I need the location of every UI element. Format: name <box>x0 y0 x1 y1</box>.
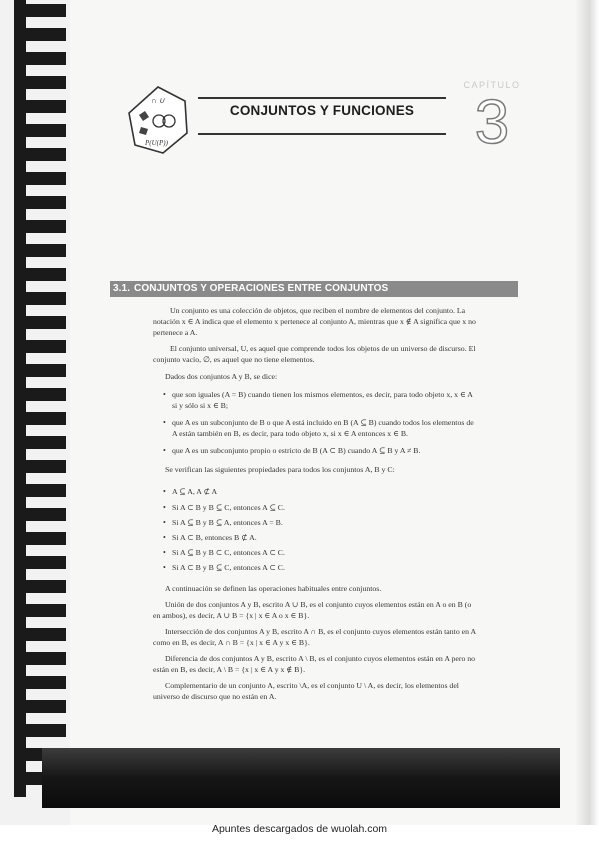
download-footer: Apuntes descargados de wuolah.com <box>211 823 388 835</box>
binding-tooth <box>26 172 66 185</box>
paragraph-line: conjunto vacío, ∅, es aquel que no tiene elementos. <box>153 355 315 364</box>
paragraph-line: pertenece a A. <box>153 328 198 337</box>
binding-tooth <box>26 412 66 425</box>
property-item: Si A ⊂ B y B ⊆ C, entonces A ⊂ C. <box>172 563 285 572</box>
binding-tooth <box>26 628 66 641</box>
binding-tooth <box>26 580 66 593</box>
binding-spine <box>14 0 26 797</box>
paragraph-line: El conjunto universal, U, es aquel que comprende todos los objetos de un universo de discurso. El <box>170 344 476 353</box>
property-item: Si A ⊆ B y B ⊆ A, entonces A = B. <box>172 518 283 527</box>
binding-tooth <box>26 244 66 257</box>
list-bullet: • <box>163 446 166 455</box>
definition-line: si y sólo si x ∈ B; <box>172 401 229 410</box>
chapter-number: 3 <box>474 88 510 157</box>
binding-tooth <box>26 268 66 281</box>
paragraph-line: Complementario de un conjunto A, escrito \A, es el conjunto U \ A, es decir, los elementos del <box>165 681 459 690</box>
paragraph-line: como en B, es decir, A ∩ B = {x | x ∈ A y x ∈ B}. <box>153 638 310 647</box>
binding-tooth <box>26 52 66 65</box>
chapter-rule-bottom <box>198 133 446 135</box>
binding-tooth <box>26 340 66 353</box>
property-item: Si A ⊆ B y B ⊂ C, entonces A ⊂ C. <box>172 548 285 557</box>
chapter-title: CONJUNTOS Y FUNCIONES <box>229 103 415 118</box>
binding-tooth <box>26 124 66 137</box>
paragraph-line: Un conjunto es una colección de objetos, que reciben el nombre de elementos del conjunto. La <box>170 306 466 315</box>
list-bullet: • <box>163 548 166 557</box>
paragraph-line: Unión de dos conjuntos A y B, escrito A ∪ B, es el conjunto cuyos elementos están en A o en B (o <box>165 600 472 609</box>
binding-tooth <box>26 652 66 665</box>
list-bullet: • <box>163 390 166 399</box>
binding-tooth <box>26 460 66 473</box>
binding-tooth <box>26 556 66 569</box>
definition-line: que son iguales (A = B) cuando tienen los mismos elementos, es decir, para todo objeto x, x ∈ A <box>172 390 473 399</box>
paragraph-line: notación x ∈ A indica que el elemento x pertenece al conjunto A, mientras que x ∉ A significa que x no <box>153 317 476 326</box>
spiral-binding <box>0 0 70 825</box>
list-bullet: • <box>163 503 166 512</box>
scan-bottom-shadow <box>42 748 560 808</box>
page-edge-shadow <box>575 0 599 825</box>
binding-tooth <box>26 484 66 497</box>
binding-tooth <box>26 700 66 713</box>
paragraph-line: Se verifican las siguientes propiedades para todos los conjuntos A, B y C: <box>165 465 395 474</box>
binding-tooth <box>26 604 66 617</box>
binding-tooth <box>26 316 66 329</box>
binding-tooth <box>26 724 66 737</box>
binding-tooth <box>26 148 66 161</box>
svg-text:P(U(P)): P(U(P)) <box>145 139 168 147</box>
property-item: A ⊆ A, A ⊄ A <box>172 487 218 496</box>
list-bullet: • <box>163 487 166 496</box>
chapter-emblem-icon <box>127 85 189 155</box>
paragraph-line: A continuación se definen las operaciones habituales entre conjuntos. <box>165 584 382 593</box>
binding-tooth <box>26 532 66 545</box>
paragraph-line: están en B, es decir, A \ B = {x | x ∈ A y x ∉ B}. <box>153 665 306 674</box>
binding-tooth <box>26 100 66 113</box>
section-title: CONJUNTOS Y OPERACIONES ENTRE CONJUNTOS <box>134 283 389 294</box>
list-bullet: • <box>163 518 166 527</box>
binding-tooth <box>26 364 66 377</box>
paragraph-line: Diferencia de dos conjuntos A y B, escrito A \ B, es el conjunto cuyos elementos están en A pero no <box>165 654 476 663</box>
binding-tooth <box>26 676 66 689</box>
binding-tooth <box>26 436 66 449</box>
list-bullet: • <box>163 533 166 542</box>
definition-line: que A es un subconjunto propio o estricto de B (A ⊂ B) cuando A ⊆ B y A ≠ B. <box>172 446 421 455</box>
svg-text:∩ ∪: ∩ ∪ <box>151 96 165 105</box>
chapter-rule-top <box>198 97 446 99</box>
binding-tooth <box>26 292 66 305</box>
chapter-label: CAPÍTULO <box>463 80 521 90</box>
paragraph-line: Intersección de dos conjuntos A y B, escrito A ∩ B, es el conjunto cuyos elementos están tanto en A <box>165 627 477 636</box>
paragraph-line: en ambos), es decir, A ∪ B = {x | x ∈ A o x ∈ B}. <box>153 611 310 620</box>
binding-tooth <box>26 508 66 521</box>
binding-tooth <box>26 220 66 233</box>
paragraph-line: universo de discurso que no están en A. <box>153 692 277 701</box>
binding-tooth <box>26 76 66 89</box>
paragraph-line: Dados dos conjuntos A y B, se dice: <box>165 372 278 381</box>
property-item: Si A ⊂ B, entonces B ⊄ A. <box>172 533 257 542</box>
definition-line: A están también en B, es decir, para todo objeto x, si x ∈ A entonces x ∈ B. <box>172 429 408 438</box>
binding-tooth <box>26 4 66 17</box>
section-number: 3.1. <box>113 283 131 294</box>
definition-line: que A es un subconjunto de B o que A está incluido en B (A ⊆ B) cuando todos los elementos de <box>172 418 474 427</box>
list-bullet: • <box>163 563 166 572</box>
property-item: Si A ⊂ B y B ⊆ C, entonces A ⊆ C. <box>172 503 285 512</box>
binding-tooth <box>26 28 66 41</box>
binding-tooth <box>26 388 66 401</box>
list-bullet: • <box>163 418 166 427</box>
binding-tooth <box>26 196 66 209</box>
